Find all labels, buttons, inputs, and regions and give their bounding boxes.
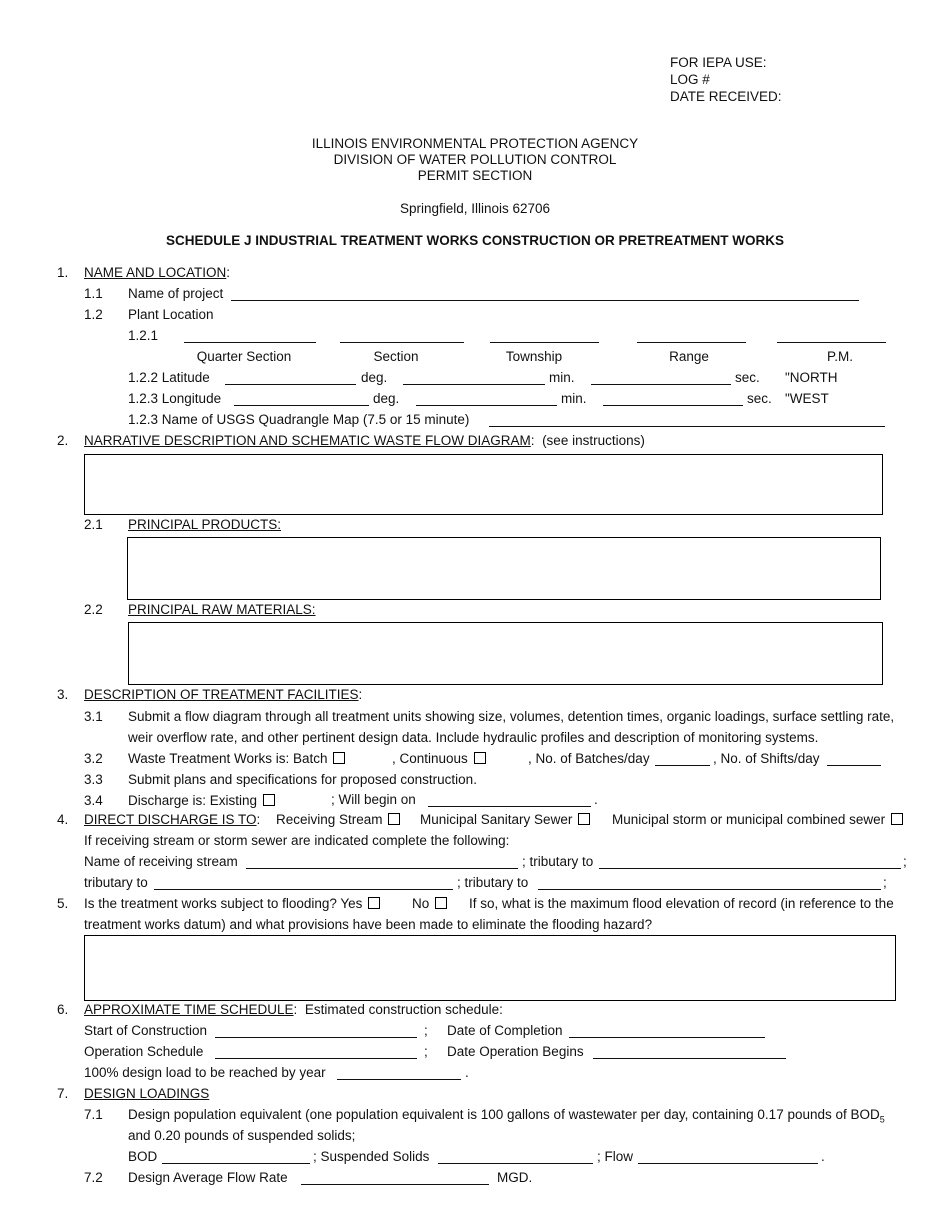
- population-equivalent-text: Design population equivalent (one population equivalent is 100 gallons of wastewater per day, containing 0.17 pounds of BOD: [128, 1107, 880, 1122]
- shifts-per-day-label: , No. of Shifts/day: [713, 751, 820, 766]
- tributary-to-field-1[interactable]: [599, 856, 901, 869]
- receiving-stream-option: [276, 812, 402, 828]
- name-of-project-label: Name of project: [128, 286, 224, 301]
- longitude-min-unit: min.: [561, 391, 587, 406]
- section-3-title: DESCRIPTION OF TREATMENT FACILITIES: [84, 687, 359, 702]
- principal-raw-materials-box[interactable]: [128, 622, 883, 685]
- municipal-storm-option: [612, 812, 905, 828]
- latitude-deg-unit: deg.: [361, 370, 388, 385]
- item-3-2-number: 3.2: [84, 751, 103, 766]
- operation-schedule-field[interactable]: [215, 1046, 417, 1059]
- longitude-sec-unit: sec.: [747, 391, 772, 406]
- item-3-1-number: 3.1: [84, 709, 103, 724]
- tributary-to-label-3: ; tributary to: [457, 875, 529, 890]
- suspended-solids-label: ; Suspended Solids: [313, 1149, 430, 1164]
- tributary-to-field-3[interactable]: [538, 877, 881, 890]
- date-completion-field[interactable]: [569, 1025, 765, 1038]
- latitude-sec-unit: sec.: [735, 370, 760, 385]
- flooding-no-option: [412, 896, 449, 912]
- log-number-label: LOG #: [670, 72, 710, 87]
- pm-field[interactable]: [777, 330, 886, 343]
- item-1-2-number: 1.2: [84, 307, 103, 322]
- batches-per-day-field[interactable]: [655, 753, 710, 766]
- longitude-degrees-field[interactable]: [234, 393, 369, 406]
- agency-address: Springfield, Illinois 62706: [399, 201, 551, 216]
- design-load-year-label: 100% design load to be reached by year: [84, 1065, 326, 1080]
- quarter-section-label: Quarter Section: [196, 349, 292, 364]
- operation-schedule-label: Operation Schedule: [84, 1044, 204, 1059]
- flow-field[interactable]: [638, 1151, 818, 1164]
- item-1-2-1-number: 1.2.1: [128, 328, 159, 343]
- item-7-2-number: 7.2: [84, 1170, 103, 1185]
- section-4-title: DIRECT DISCHARGE IS TO: [84, 812, 257, 827]
- will-begin-field[interactable]: [428, 794, 591, 807]
- waste-works-batch-label: [128, 751, 347, 767]
- will-begin-period: .: [594, 792, 598, 807]
- item-3-3-text: Submit plans and specifications for proposed construction.: [128, 772, 477, 787]
- tributary-semicolon-2: ;: [883, 875, 887, 890]
- division-name: DIVISION OF WATER POLLUTION CONTROL: [333, 152, 617, 167]
- section-2-title: NARRATIVE DESCRIPTION AND SCHEMATIC WASTE FLOW DIAGRAM: [84, 433, 531, 448]
- section-2-number: 2.: [57, 433, 69, 448]
- narrative-description-box[interactable]: [84, 454, 883, 515]
- latitude-degrees-field[interactable]: [225, 372, 356, 385]
- bod-subscript: 5: [879, 1114, 885, 1125]
- receiving-stream-name-field[interactable]: [246, 856, 518, 869]
- principal-raw-materials-label: PRINCIPAL RAW MATERIALS:: [128, 602, 316, 617]
- section-field[interactable]: [340, 330, 464, 343]
- flooding-no-text: No: [412, 896, 430, 911]
- item-7-1-text-line1: [128, 1107, 885, 1128]
- section-2-note: (see instructions): [542, 433, 645, 448]
- range-field[interactable]: [637, 330, 746, 343]
- municipal-sanitary-option: [420, 812, 592, 828]
- principal-products-box[interactable]: [127, 537, 881, 600]
- section-6-heading: APPROXIMATE TIME SCHEDULE: Estimated construction schedule:: [84, 1002, 503, 1017]
- tributary-semicolon-1: ;: [903, 854, 907, 869]
- flooding-no-checkbox[interactable]: [435, 897, 447, 909]
- section-1-heading: NAME AND LOCATION:: [84, 265, 231, 280]
- township-field[interactable]: [490, 330, 599, 343]
- iepa-use-label: FOR IEPA USE:: [670, 55, 767, 70]
- design-average-flow-label: Design Average Flow Rate: [128, 1170, 288, 1185]
- section-6-title: APPROXIMATE TIME SCHEDULE: [84, 1002, 294, 1017]
- receiving-stream-name-label: Name of receiving stream: [84, 854, 238, 869]
- longitude-deg-unit: deg.: [373, 391, 400, 406]
- municipal-sanitary-text: Municipal Sanitary Sewer: [420, 812, 573, 827]
- latitude-north-label: "NORTH: [785, 370, 838, 385]
- receiving-stream-text: Receiving Stream: [276, 812, 383, 827]
- agency-name: ILLINOIS ENVIRONMENTAL PROTECTION AGENCY: [311, 136, 639, 151]
- receiving-stream-instructions: If receiving stream or storm sewer are indicated complete the following:: [84, 833, 510, 848]
- continuous-label: [392, 751, 488, 767]
- item-3-1-text-line2: weir overflow rate, and other pertinent design data. Include hydraulic profiles and description of monitoring systems.: [128, 730, 819, 745]
- section-1-number: 1.: [57, 265, 69, 280]
- section-5-number: 5.: [57, 896, 69, 911]
- item-3-1-text-line1: Submit a flow diagram through all treatment units showing size, volumes, detention times, organic loadings, surface settling rate,: [128, 709, 895, 724]
- start-construction-label: Start of Construction: [84, 1023, 208, 1038]
- flood-elevation-question: If so, what is the maximum flood elevation of record (in reference to the: [469, 896, 894, 911]
- section-3-number: 3.: [57, 687, 69, 702]
- continuous-text: , Continuous: [392, 751, 468, 766]
- bod-label: BOD: [128, 1149, 158, 1164]
- usgs-map-field[interactable]: [489, 414, 885, 427]
- flow-label: ; Flow: [597, 1149, 634, 1164]
- flow-period: .: [821, 1149, 825, 1164]
- item-7-1-text-line2: and 0.20 pounds of suspended solids;: [128, 1128, 356, 1143]
- municipal-storm-checkbox[interactable]: [891, 813, 903, 825]
- date-received-label: DATE RECEIVED:: [670, 89, 782, 104]
- discharge-existing-text: Discharge is: Existing: [128, 793, 258, 808]
- item-3-3-number: 3.3: [84, 772, 103, 787]
- item-1-1-number: 1.1: [84, 286, 103, 301]
- date-operation-begins-field[interactable]: [593, 1046, 786, 1059]
- bod-field[interactable]: [162, 1151, 310, 1164]
- design-load-year-field[interactable]: [337, 1067, 461, 1080]
- longitude-seconds-field[interactable]: [603, 393, 743, 406]
- item-2-2-number: 2.2: [84, 602, 103, 617]
- latitude-label: 1.2.2 Latitude: [128, 370, 210, 385]
- suspended-solids-field[interactable]: [438, 1151, 593, 1164]
- section-4-heading: DIRECT DISCHARGE IS TO:: [84, 812, 261, 827]
- tributary-to-label-1: ; tributary to: [522, 854, 594, 869]
- tributary-to-label-2: tributary to: [84, 875, 148, 890]
- section-3-heading: DESCRIPTION OF TREATMENT FACILITIES:: [84, 687, 363, 702]
- name-of-project-field[interactable]: [231, 288, 859, 301]
- start-construction-field[interactable]: [215, 1025, 417, 1038]
- latitude-min-unit: min.: [549, 370, 575, 385]
- mgd-unit: MGD.: [497, 1170, 533, 1185]
- receiving-stream-checkbox[interactable]: [388, 813, 400, 825]
- section-4-number: 4.: [57, 812, 69, 827]
- longitude-minutes-field[interactable]: [416, 393, 557, 406]
- township-label: Township: [505, 349, 563, 364]
- pm-label: P.M.: [826, 349, 853, 364]
- section-6-number: 6.: [57, 1002, 69, 1017]
- flooding-response-box[interactable]: [84, 935, 896, 1001]
- principal-products-label: PRINCIPAL PRODUCTS:: [128, 517, 282, 532]
- design-load-period: .: [465, 1065, 469, 1080]
- longitude-west-label: "WEST: [785, 391, 829, 406]
- item-7-1-number: 7.1: [84, 1107, 103, 1122]
- flood-provisions-question: treatment works datum) and what provisions have been made to eliminate the flooding hazard?: [84, 917, 653, 932]
- section-2-heading: NARRATIVE DESCRIPTION AND SCHEMATIC WASTE FLOW DIAGRAM: (see instructions): [84, 433, 645, 448]
- quarter-section-field[interactable]: [184, 330, 316, 343]
- section-name: PERMIT SECTION: [417, 168, 533, 183]
- latitude-seconds-field[interactable]: [591, 372, 731, 385]
- item-3-4-number: 3.4: [84, 793, 103, 808]
- existing-checkbox[interactable]: [263, 794, 275, 806]
- section-1-title: NAME AND LOCATION: [84, 265, 227, 280]
- schedule-semicolon-2: ;: [424, 1044, 428, 1059]
- municipal-sanitary-checkbox[interactable]: [578, 813, 590, 825]
- continuous-checkbox[interactable]: [474, 752, 486, 764]
- longitude-label: 1.2.3 Longitude: [128, 391, 222, 406]
- shifts-per-day-field[interactable]: [827, 753, 881, 766]
- usgs-map-label: 1.2.3 Name of USGS Quadrangle Map (7.5 or 15 minute): [128, 412, 470, 427]
- batch-checkbox[interactable]: [333, 752, 345, 764]
- date-completion-label: Date of Completion: [447, 1023, 563, 1038]
- section-label: Section: [373, 349, 419, 364]
- waste-works-text: Waste Treatment Works is: Batch: [128, 751, 328, 766]
- date-operation-begins-label: Date Operation Begins: [447, 1044, 584, 1059]
- will-begin-label: ; Will begin on: [331, 792, 416, 807]
- batches-per-day-label: , No. of Batches/day: [528, 751, 650, 766]
- section-7-number: 7.: [57, 1086, 69, 1101]
- range-label: Range: [669, 349, 709, 364]
- flooding-question: [84, 896, 382, 912]
- page-title: SCHEDULE J INDUSTRIAL TREATMENT WORKS CONSTRUCTION OR PRETREATMENT WORKS: [166, 233, 784, 248]
- discharge-existing-label: [128, 793, 277, 809]
- flooding-question-text: Is the treatment works subject to flooding? Yes: [84, 896, 363, 911]
- item-2-1-number: 2.1: [84, 517, 103, 532]
- tributary-to-field-2[interactable]: [154, 877, 453, 890]
- latitude-minutes-field[interactable]: [403, 372, 545, 385]
- flooding-yes-checkbox[interactable]: [368, 897, 380, 909]
- section-7-title: DESIGN LOADINGS: [84, 1086, 210, 1101]
- design-average-flow-field[interactable]: [301, 1172, 489, 1185]
- municipal-storm-text: Municipal storm or municipal combined sewer: [612, 812, 886, 827]
- plant-location-label: Plant Location: [128, 307, 214, 322]
- section-6-subtitle: Estimated construction schedule:: [304, 1002, 503, 1017]
- schedule-semicolon-1: ;: [424, 1023, 428, 1038]
